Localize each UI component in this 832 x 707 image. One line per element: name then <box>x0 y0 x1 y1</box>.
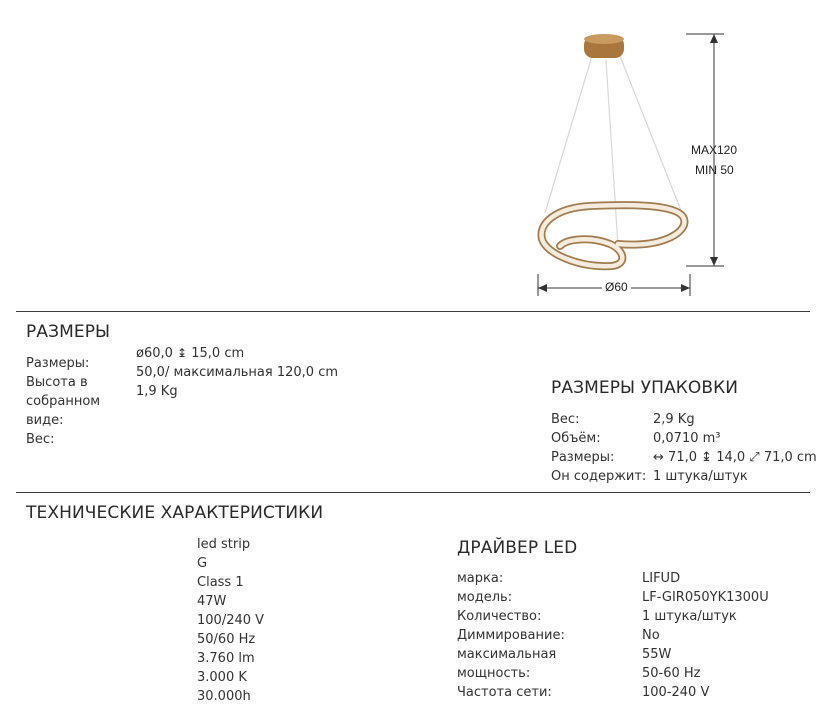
packaging-volume-value: 0,0710 m³ <box>653 431 721 446</box>
dimensions-label: Размеры: <box>26 356 90 371</box>
tech-value: led strip <box>197 537 251 552</box>
packaging-weight-label: Вес: <box>551 412 580 427</box>
dimensions-title: РАЗМЕРЫ <box>26 322 111 342</box>
packaging-size-label: Размеры: <box>551 450 615 465</box>
driver-label: модель: <box>457 590 513 605</box>
packaging-values <box>653 410 817 486</box>
led-ring <box>541 205 684 266</box>
driver-title: ДРАЙВЕР LED <box>457 538 578 558</box>
cable-right <box>620 56 682 213</box>
dimensions-weight-value: 1,9 Kg <box>136 384 178 399</box>
packaging-contents-value: 1 штука/штук <box>653 469 748 484</box>
height-arrow-icon: ↨ <box>177 346 188 360</box>
depth-arrow-icon: ⤢ <box>749 450 760 465</box>
tech-title: ТЕХНИЧЕСКИЕ ХАРАКТЕРИСТИКИ <box>26 503 324 523</box>
tech-values <box>197 535 264 706</box>
driver-value: 50-60 Hz <box>642 666 701 681</box>
driver-label: марка: <box>457 571 504 586</box>
tech-value: 30.000h <box>197 689 251 704</box>
divider-top <box>16 311 810 312</box>
dimensions-label: собранном <box>26 394 101 409</box>
driver-value: LIFUD <box>642 571 681 586</box>
divider-middle <box>16 492 810 493</box>
ceiling-canopy <box>584 34 624 58</box>
driver-label: Частота сети: <box>457 685 552 700</box>
tech-value: 100/240 V <box>197 613 265 628</box>
driver-labels <box>457 569 565 702</box>
packaging-volume-label: Объём: <box>551 431 601 446</box>
driver-value: 100-240 V <box>642 685 710 700</box>
packaging-contents-label: Он содержит: <box>551 469 647 484</box>
driver-values <box>642 569 769 702</box>
cable-left <box>545 56 592 213</box>
tech-value: 50/60 Hz <box>197 632 256 647</box>
dimensions-label: Высота в <box>26 375 88 390</box>
driver-label: Количество: <box>457 609 542 624</box>
driver-label: мощность: <box>457 666 531 681</box>
driver-value: 1 штука/штук <box>642 609 737 624</box>
tech-value: 47W <box>197 594 227 609</box>
diameter-label: Ø60 <box>602 280 631 294</box>
tech-value: 3.000 K <box>197 670 247 685</box>
tech-value: 3.760 lm <box>197 651 255 666</box>
packaging-labels <box>551 410 646 486</box>
height-min-label: MIN 50 <box>695 163 734 177</box>
width-arrow-icon: ↔ <box>653 450 664 465</box>
tech-value: Class 1 <box>197 575 244 590</box>
driver-value: 55W <box>642 647 672 662</box>
dimensions-label: Вес: <box>26 432 55 447</box>
height-arrow-icon: ↨ <box>701 450 713 465</box>
dimensions-values <box>136 344 338 401</box>
packaging-weight-value: 2,9 Kg <box>653 412 695 427</box>
driver-label: максимальная <box>457 647 557 662</box>
cable-middle <box>606 60 618 246</box>
dimensions-labels <box>26 354 100 449</box>
packaging-size-value: ↔ 71,0 ↨ 14,0 ⤢ 71,0 cm <box>653 450 817 465</box>
height-max-label: MAX120 <box>691 143 738 157</box>
tech-value: G <box>197 556 208 571</box>
packaging-title: РАЗМЕРЫ УПАКОВКИ <box>551 378 739 398</box>
driver-value: LF-GIR050YK1300U <box>642 590 769 605</box>
driver-label: Диммирование: <box>457 628 565 643</box>
driver-value: No <box>642 628 660 643</box>
dimensions-height-value: 50,0/ максимальная 120,0 cm <box>136 365 339 380</box>
dimensions-label: виде: <box>26 413 64 428</box>
dimensions-size-value: ø60,0 ↨ 15,0 cm <box>136 346 245 361</box>
